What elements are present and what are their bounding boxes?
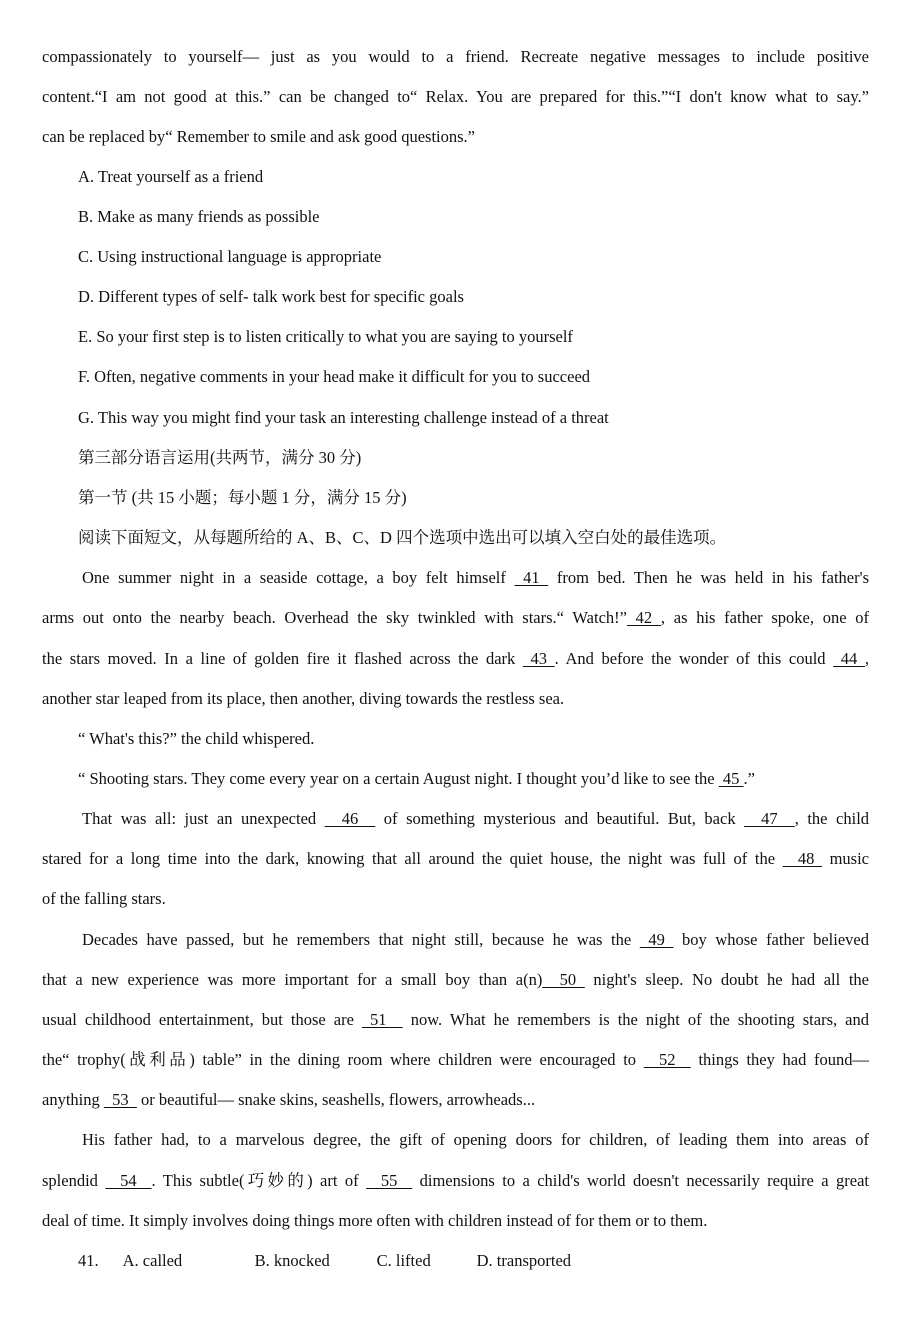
cloze-p1-line-4: another star leaped from its place, then another, diving towards the restless sea. [42,689,565,708]
cloze-p5-line-2: that a new experience was more important for a small boy than a(n) 50 night's sleep. No doubt he had all the [42,970,869,989]
cloze-p4-line-2: stared for a long time into the dark, knowing that all around the quiet house, the night was full of the 48 music [42,849,870,868]
option-e: E. So your first step is to listen critically to what you are saying to yourself [78,327,573,346]
option-g: G. This way you might find your task an interesting challenge instead of a threat [78,408,609,427]
intro-line-2: content.“I am not good at this.” can be changed to“ Relax. You are prepared for this.”“I don't know what to say.” [42,87,869,106]
blank-50: 50 [542,970,585,989]
cloze-p5-line-4: the“ trophy(战利品) table” in the dining room where children were encouraged to 52 things they had found— [42,1050,869,1069]
question-number: 41. [78,1251,99,1270]
choice-d: D. transported [476,1251,572,1270]
cloze-p6-line-1: His father had, to a marvelous degree, the gift of opening doors for children, of leading them into areas of [82,1130,869,1149]
blank-41: 41 [514,568,549,587]
choice-a: A. called [122,1251,183,1270]
cloze-p6-line-3: deal of time. It simply involves doing things more often with children instead of for them or to them. [42,1211,708,1230]
option-f: F. Often, negative comments in your head make it difficult for you to succeed [78,367,591,386]
choice-b: B. knocked [254,1251,330,1270]
blank-47: 47 [744,809,795,828]
part-title: 第三部分语言运用(共两节，满分 30 分) [78,448,362,467]
blank-46: 46 [324,809,376,828]
blank-43: 43 [522,649,555,668]
cloze-p5-line-1: Decades have passed, but he remembers that night still, because he was the 49 boy whose father believed [82,930,870,949]
cloze-p5-line-3: usual childhood entertainment, but those are 51 now. What he remembers is the night of the shooting stars, and [42,1010,869,1029]
cloze-p3: “ Shooting stars. They come every year on a certain August night. I thought you’d like to see the 45 .” [78,769,755,788]
subsection-title: 第一节 (共 15 小题；每小题 1 分，满分 15 分) [78,488,407,507]
blank-48: 48 [782,849,822,868]
blank-49: 49 [639,930,674,949]
cloze-p1-line-3: the stars moved. In a line of golden fire it flashed across the dark 43 . And before the wonder of this could 44 , [42,649,870,668]
blank-44: 44 [833,649,865,668]
cloze-p6-line-2: splendid 54 . This subtle(巧妙的) art of 55 dimensions to a child's world doesn't necessarily require a great [42,1171,870,1190]
cloze-p2: “ What's this?” the child whispered. [78,729,315,748]
blank-45: 45 [718,769,744,788]
cloze-p1-line-2: arms out onto the nearby beach. Overhead the sky twinkled with stars.“ Watch!” 42 , as his father spoke, one of [42,608,869,627]
cloze-p1-line-1: One summer night in a seaside cottage, a boy felt himself 41 from bed. Then he was held in his father's [82,568,869,587]
intro-line-3: can be replaced by“ Remember to smile and ask good questions.” [42,127,475,146]
cloze-p4-line-3: of the falling stars. [42,889,166,908]
intro-line-1: compassionately to yourself— just as you would to a friend. Recreate negative messages to include positive [42,47,869,66]
cloze-p5-line-5: anything 53 or beautiful— snake skins, seashells, flowers, arrowheads... [42,1090,536,1109]
blank-42: 42 [626,608,661,627]
question-41 [78,1251,869,1271]
option-c: C. Using instructional language is appropriate [78,247,382,266]
instruction: 阅读下面短文，从每题所给的 A、B、C、D 四个选项中选出可以填入空白处的最佳选项。 [78,528,727,547]
option-b: B. Make as many friends as possible [78,207,320,226]
blank-53: 53 [103,1090,137,1109]
option-a: A. Treat yourself as a friend [78,167,264,186]
blank-55: 55 [366,1171,413,1190]
cloze-p4-line-1: That was all: just an unexpected 46 of something mysterious and beautiful. But, back 47 , the child [82,809,870,828]
blank-51: 51 [362,1010,403,1029]
option-d: D. Different types of self- talk work best for specific goals [78,287,464,306]
blank-52: 52 [643,1050,691,1069]
blank-54: 54 [105,1171,152,1190]
choice-c: C. lifted [376,1251,431,1270]
